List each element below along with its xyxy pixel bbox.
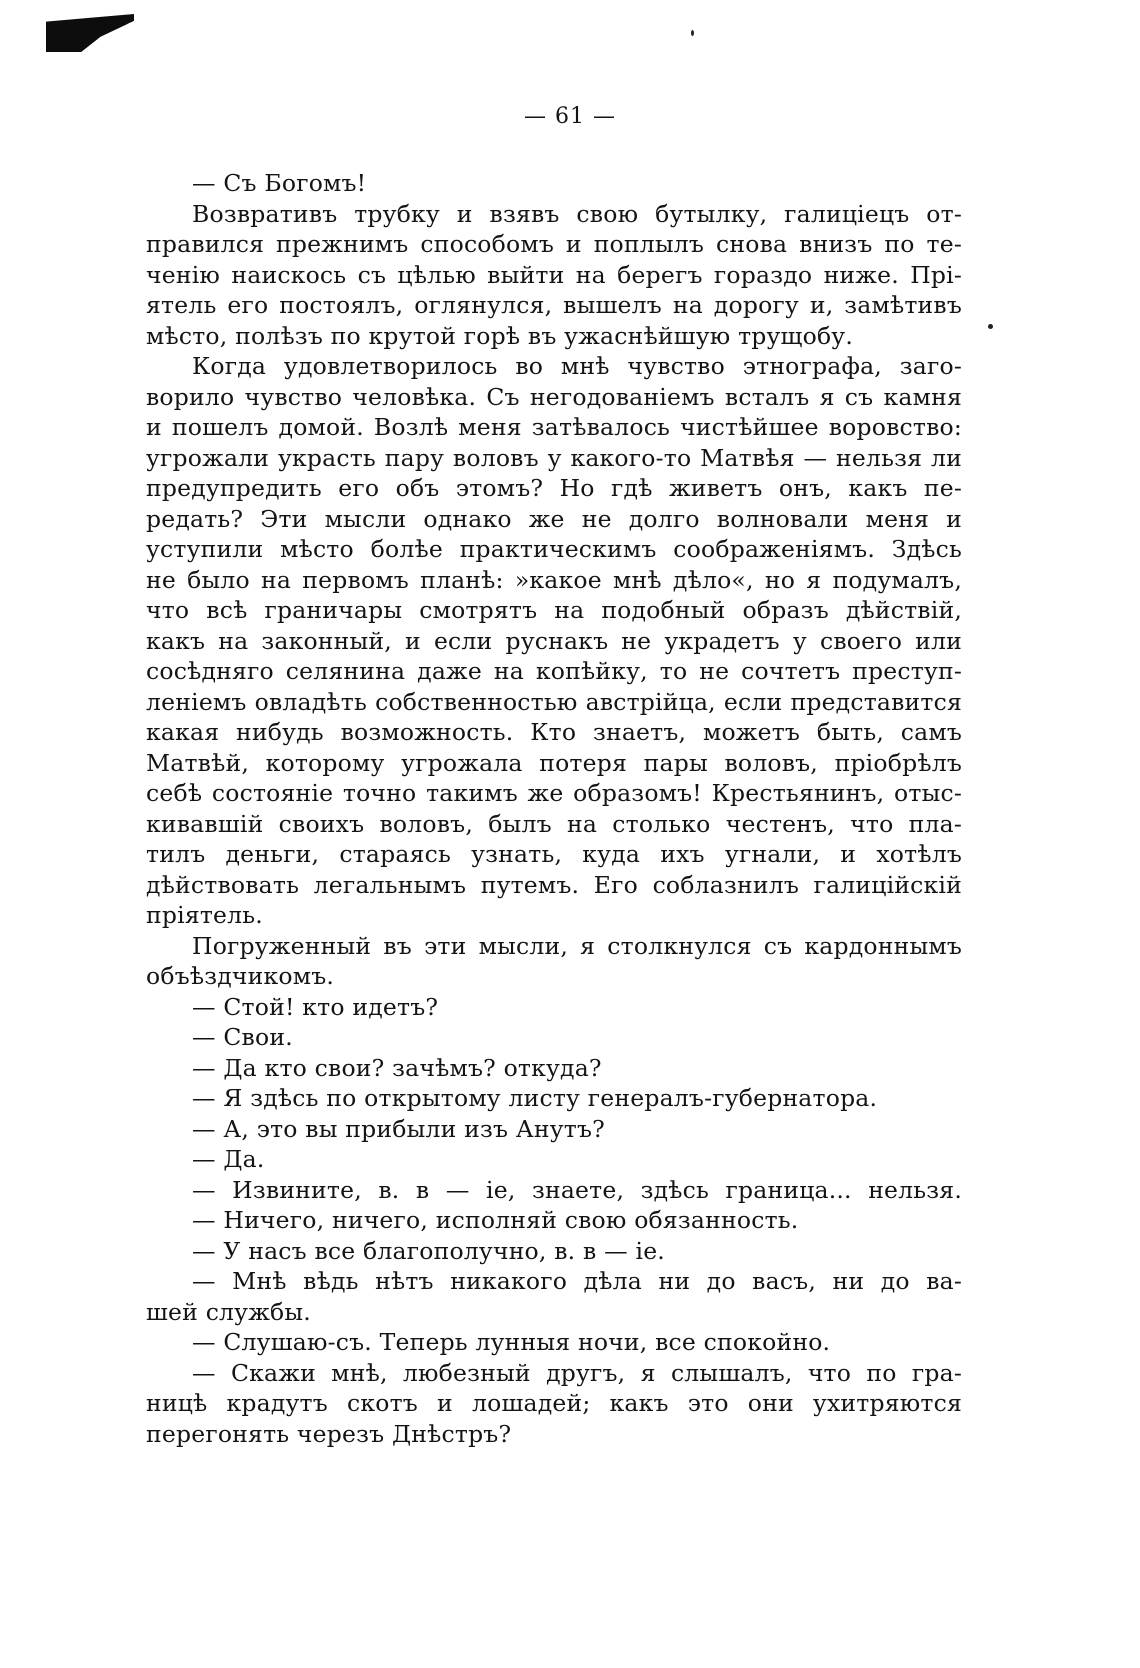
text-line: Погруженный въ эти мысли, я столкнулся съ кардоннымъ <box>192 931 962 960</box>
scan-corner-mark <box>46 14 134 52</box>
text-line: какая нибудь возможность. Кто знаетъ, можетъ быть, самъ <box>146 718 962 746</box>
text-line: — Ничего, ничего, исполняй свою обязанность. <box>192 1206 799 1234</box>
text-line: — Скажи мнѣ, любезный другъ, я слышалъ, что по гра- <box>192 1358 962 1387</box>
scan-speck <box>691 30 694 36</box>
text-line: сосѣдняго селянина даже на копѣйку, то не сочтетъ преступ- <box>146 657 962 685</box>
text-line: мѣсто, полѣзъ по крутой горѣ въ ужаснѣйшую трущобу. <box>146 321 853 350</box>
text-line: предупредить его объ этомъ? Но гдѣ живетъ онъ, какъ пе- <box>146 474 962 502</box>
text-line: какъ на законный, и если руснакъ не украдетъ у своего или <box>146 626 962 655</box>
text-line: Матвѣй, которому угрожала потеря пары воловъ, пріобрѣлъ <box>146 748 962 777</box>
text-line: — Слушаю-съ. Теперь лунныя ночи, все спокойно. <box>192 1328 831 1356</box>
text-line: — Извините, в. в — іе, знаете, здѣсь граница... нельзя. <box>192 1175 962 1204</box>
text-line: — Да. <box>192 1145 265 1173</box>
text-line: шей службы. <box>146 1297 311 1326</box>
text-line: ятель его постоялъ, оглянулся, вышелъ на дорогу и, замѣтивъ <box>146 291 962 319</box>
text-line: дѣйствовать легальнымъ путемъ. Его соблазнилъ галиційскій <box>146 870 962 899</box>
text-line: что всѣ граничары смотрятъ на подобный образъ дѣйствій, <box>146 596 962 624</box>
text-line: — Съ Богомъ! <box>192 169 367 197</box>
text-line: Когда удовлетворилось во мнѣ чувство этнографа, заго- <box>192 352 962 380</box>
text-line: — Мнѣ вѣдь нѣтъ никакого дѣла ни до васъ, ни до ва- <box>192 1267 962 1295</box>
text-line: угрожали украсть пару воловъ у какого-то Матвѣя — нельзя ли <box>146 443 962 472</box>
text-line: редать? Эти мысли однако же не долго волновали меня и <box>146 504 962 533</box>
text-line: кивавшій своихъ воловъ, былъ на столько честенъ, что пла- <box>146 809 962 838</box>
text-line: перегонять черезъ Днѣстръ? <box>146 1419 512 1448</box>
text-line: ницѣ крадутъ скотъ и лошадей; какъ это они ухитряются <box>146 1389 962 1417</box>
text-line: ченію наискось съ цѣлью выйти на берегъ гораздо ниже. Прі- <box>146 260 962 289</box>
text-line: себѣ состояніе точно такимъ же образомъ! Крестьянинъ, отыс- <box>146 779 962 807</box>
text-line: уступили мѣсто болѣе практическимъ соображеніямъ. Здѣсь <box>146 535 962 563</box>
text-line: леніемъ овладѣть собственностью австрійца, если представится <box>146 687 962 716</box>
text-line: пріятель. <box>146 901 263 929</box>
page-number: — 61 — <box>524 104 616 129</box>
text-line: и пошелъ домой. Возлѣ меня затѣвалось чистѣйшее воровство: <box>146 413 962 441</box>
text-line: Возвративъ трубку и взявъ свою бутылку, галиціецъ от- <box>192 199 962 228</box>
text-line: — А, это вы прибыли изъ Анутъ? <box>192 1114 605 1143</box>
text-line: — У насъ все благополучно, в. в — іе. <box>192 1236 665 1265</box>
text-line: тилъ деньги, стараясь узнать, куда ихъ угнали, и хотѣлъ <box>146 840 962 868</box>
text-line: — Да кто свои? зачѣмъ? откуда? <box>192 1053 602 1082</box>
scan-speck <box>988 324 993 329</box>
text-line: — Я здѣсь по открытому листу генералъ-губернатора. <box>192 1084 878 1112</box>
text-line: ворило чувство человѣка. Съ негодованіемъ всталъ я съ камня <box>146 382 962 411</box>
text-line: — Свои. <box>192 1023 293 1051</box>
text-line: не было на первомъ планѣ: »какое мнѣ дѣло«, но я подумалъ, <box>146 565 962 594</box>
page-body-text <box>146 168 962 1449</box>
text-line: — Стой! кто идетъ? <box>192 992 439 1021</box>
text-line: правился прежнимъ способомъ и поплылъ снова внизъ по те- <box>146 230 962 258</box>
text-line: объѣздчикомъ. <box>146 962 335 990</box>
